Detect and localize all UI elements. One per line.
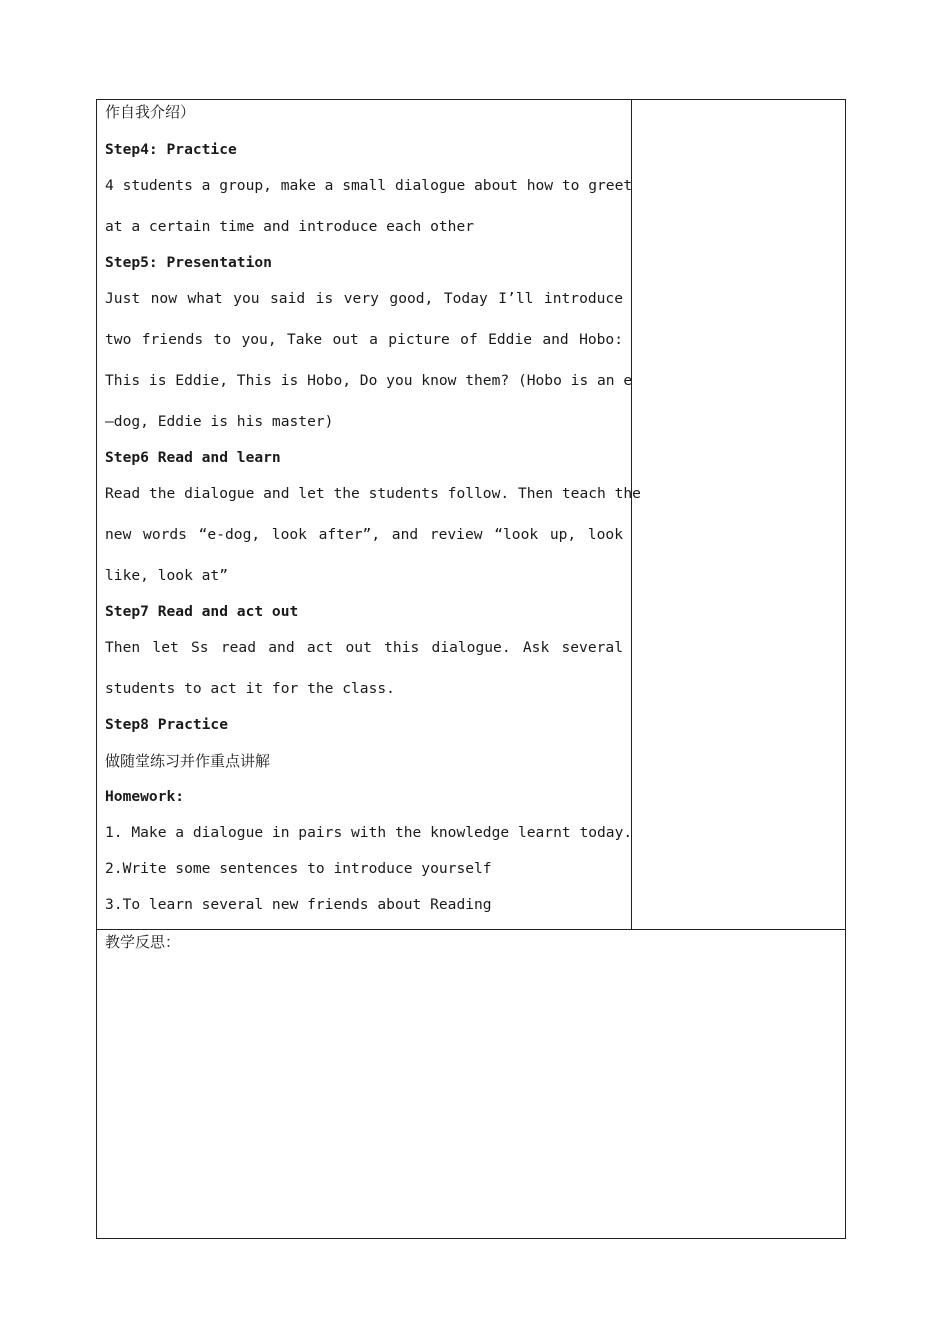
homework-heading: Homework: xyxy=(105,788,185,805)
homework-item: 3.To learn several new friends about Reading xyxy=(105,896,492,913)
text-line: like, look at” xyxy=(105,567,229,584)
step-heading: Step8 Practice xyxy=(105,716,229,733)
step-heading: Step7 Read and act out xyxy=(105,603,299,620)
text-line: students to act it for the class. xyxy=(105,680,395,697)
reflection-label: 教学反思： xyxy=(105,933,181,951)
text-line: two friends to you, Take out a picture of Eddie and Hobo: xyxy=(105,331,623,348)
text-line: This is Eddie, This is Hobo, Do you know them? (Hobo is an e xyxy=(105,372,633,389)
text-line: —dog, Eddie is his master) xyxy=(105,413,334,430)
lesson-steps-row xyxy=(97,100,845,930)
text-line: Read the dialogue and let the students follow. Then teach the xyxy=(105,485,641,502)
text-line: 4 students a group, make a small dialogue about how to greet xyxy=(105,177,633,194)
reflection-row xyxy=(97,930,845,1238)
lesson-steps-cell xyxy=(97,100,641,929)
notes-cell xyxy=(632,100,845,929)
step-heading: Step5: Presentation xyxy=(105,254,272,271)
text-line: Just now what you said is very good, Today I’ll introduce xyxy=(105,290,623,307)
text-line: new words “e-dog, look after”, and review “look up, look xyxy=(105,526,623,543)
homework-item: 1. Make a dialogue in pairs with the knowledge learnt today. xyxy=(105,824,633,841)
text-line: 做随堂练习并作重点讲解 xyxy=(105,752,271,770)
text-line: Then let Ss read and act out this dialogue. Ask several xyxy=(105,639,623,656)
text-line: at a certain time and introduce each other xyxy=(105,218,475,235)
step-heading: Step6 Read and learn xyxy=(105,449,281,466)
lesson-plan-table xyxy=(96,99,846,1239)
text-line: 作自我介绍） xyxy=(105,103,196,121)
step-heading: Step4: Practice xyxy=(105,141,237,158)
homework-item: 2.Write some sentences to introduce yourself xyxy=(105,860,492,877)
